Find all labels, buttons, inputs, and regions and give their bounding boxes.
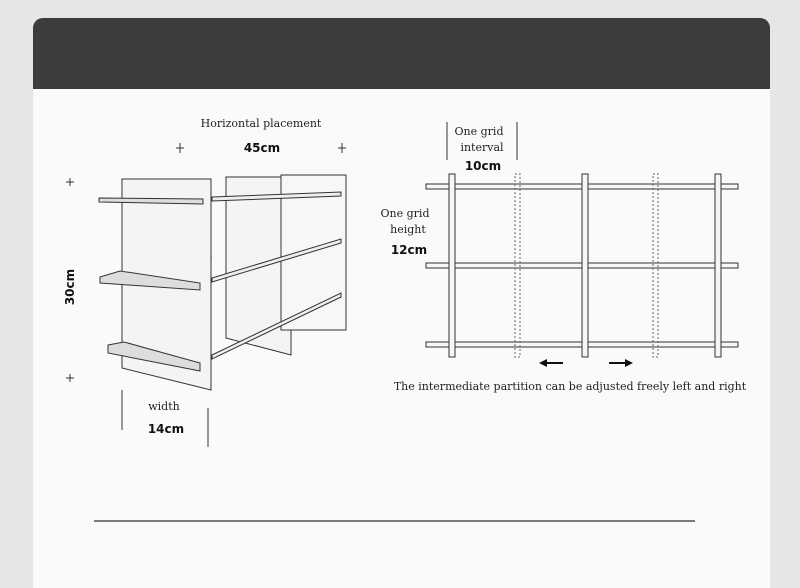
grid-front-view xyxy=(426,122,738,357)
shelf-3d-illustration xyxy=(66,143,346,447)
arrow-right-icon xyxy=(609,359,633,367)
grid-height-dimension: 12cm xyxy=(390,243,428,257)
partition-caption: The intermediate partition can be adjusted freely left and right xyxy=(393,380,747,393)
width-label: width xyxy=(148,400,180,413)
grid-height-label-line2: height xyxy=(390,223,426,236)
length-dimension: 45cm xyxy=(243,141,281,155)
arrow-left-icon xyxy=(539,359,563,367)
height-dimension: 30cm xyxy=(63,268,77,306)
interval-label-line1: One grid xyxy=(454,125,504,138)
interval-dimension: 10cm xyxy=(464,159,502,173)
bottom-divider xyxy=(94,520,695,522)
placement-label: Horizontal placement xyxy=(200,117,322,130)
interval-label-line2: interval xyxy=(460,141,504,154)
width-dimension: 14cm xyxy=(147,422,185,436)
grid-height-label-line1: One grid xyxy=(380,207,430,220)
